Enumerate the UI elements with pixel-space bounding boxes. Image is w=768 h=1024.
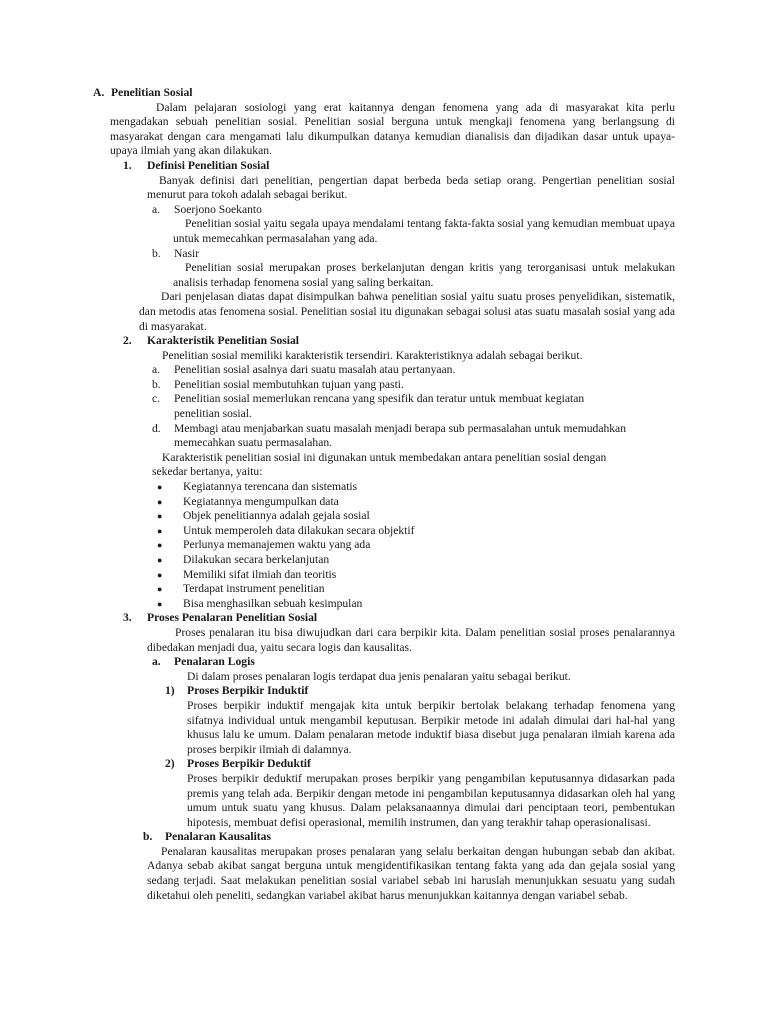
bullet-text: Objek penelitiannya adalah gejala sosial [183, 509, 370, 523]
bullet-item [157, 538, 675, 553]
bullet-item [157, 480, 675, 495]
list-marker: c. [152, 392, 161, 406]
list-item-text: Penelitian sosial memerlukan rencana yang spesifik dan teratur untuk membuat kegiatan penelitian sosial. [174, 392, 585, 421]
bullet-text: Bisa menghasilkan sebuah kesimpulan [183, 596, 363, 610]
section-3-heading [123, 611, 675, 626]
subsection-a-item-heading [165, 684, 675, 699]
intro-paragraph: Dalam pelajaran sosiologi yang erat kaitannya dengan fenomena yang ada di masyarakat kita perlu mengadakan sebuah penelitian sosial. Penelitian sosial berguna untuk mengkaji fenomena yang berlangsung di masyarakat dengan cara mengamati lalu dikumpulkan datanya kemudian dianalisis dan dijadikan dasar untuk upaya-upaya ilmiah yang akan dilakukan. [110, 100, 675, 158]
list-marker: a. [152, 363, 161, 377]
subsection-b-marker: b. [143, 830, 153, 844]
list-marker: b. [152, 246, 161, 260]
list-item [152, 247, 675, 262]
bullet-text: Dilakukan secara berkelanjutan [183, 553, 330, 566]
bullet-text: Terdapat instrument penelitian [183, 582, 325, 596]
list-item-name: Nasir [174, 246, 200, 260]
list-item [152, 392, 675, 421]
list-marker: a. [152, 202, 161, 216]
bullet-item [157, 495, 675, 510]
bullet-text: Kegiatannya mengumpulkan data [183, 494, 339, 508]
subsection-item-text: Proses berpikir deduktif merupakan proses berpikir yang pengambilan keputusannya didasarkan pada premis yang telah ada. Berpikir dengan metode ini pengambilan keputusannya didasarkan oleh hal yang umum untuk suatu yang khusus. Dalam pelaksanaannya dimulai dari penciptaan teori, pembentukan hipotesis, membuat defisi operasional, memilih instrumen, dan yang terakhir tahap operasionalisasi. [187, 771, 675, 829]
bullet-icon: ● [157, 569, 163, 580]
list-marker: b. [152, 377, 161, 391]
section-1-title: Definisi Penelitian Sosial [147, 158, 270, 172]
subsection-a-marker: a. [152, 655, 161, 669]
bullet-text: Untuk memperoleh data dilakukan secara objektif [183, 523, 415, 537]
section-a-heading [93, 86, 675, 101]
section-2-intro: Penelitian sosial memiliki karakteristik tersendiri. Karakteristiknya adalah sebagai berikut. [162, 348, 583, 362]
subsection-b-title: Penalaran Kausalitas [165, 830, 271, 844]
subsection-item-title: Proses Berpikir Deduktif [187, 757, 311, 771]
section-2-title: Karakteristik Penelitian Sosial [147, 334, 300, 348]
section-2-followup: Karakteristik penelitian sosial ini digunakan untuk membedakan antara penelitian sosial dengan sekedar bertanya, yaitu: [152, 450, 607, 479]
bullet-icon: ● [157, 496, 163, 507]
bullet-item [157, 509, 675, 524]
section-1-conclusion: Dari penjelasan diatas dapat disimpulkan bahwa penelitian sosial yaitu suatu proses penyelidikan, sistematik, dan metodis atas fenomena sosial. Penelitian sosial itu digunakan sebagai solusi atas suatu masalah sosial yang ada di masyarakat. [139, 290, 675, 333]
list-marker: d. [152, 421, 161, 435]
subsection-item-title: Proses Berpikir Induktif [187, 684, 309, 698]
subsection-item-marker: 2) [165, 757, 175, 771]
section-1-number: 1. [123, 158, 132, 172]
bullet-item [157, 553, 675, 568]
list-item-text: Penelitian sosial membutuhkan tujuan yang pasti. [174, 377, 404, 391]
bullet-icon: ● [157, 525, 163, 536]
subsection-item-marker: 1) [165, 684, 175, 698]
section-a-marker: A. [93, 86, 105, 99]
bullet-item [157, 582, 675, 597]
section-3-intro: Proses penalaran itu bisa diwujudkan dari cara berpikir kita. Dalam penelitian sosial proses penalarannya dibedakan menjadi dua, yaitu secara logis dan kausalitas. [147, 625, 675, 654]
bullet-item [157, 597, 675, 612]
section-3-number: 3. [123, 611, 132, 625]
subsection-a-intro: Di dalam proses penalaran logis terdapat dua jenis penalaran yaitu sebagai berikut. [187, 669, 571, 683]
list-item-text: Penelitian sosial asalnya dari suatu masalah atau pertanyaan. [174, 363, 456, 377]
bullet-icon: ● [157, 584, 163, 595]
bullet-item [157, 568, 675, 583]
bullet-icon: ● [157, 555, 163, 565]
subsection-a-item-heading [165, 757, 675, 772]
bullet-icon: ● [157, 598, 163, 609]
section-1-intro: Banyak definisi dari penelitian, pengertian dapat berbeda beda setiap orang. Pengertian penelitian sosial menurut para tokoh adalah sebagai berikut. [147, 173, 675, 202]
bullet-icon: ● [157, 482, 163, 493]
subsection-b-heading [143, 830, 675, 845]
bullet-text: Memiliki sifat ilmiah dan teoritis [183, 567, 337, 581]
section-a-title: Penelitian Sosial [111, 86, 193, 99]
list-item-text: Membagi atau menjabarkan suatu masalah menjadi berapa sub permasalahan untuk memudahkan memecahkan suatu permasalahan. [174, 421, 626, 450]
section-1-heading [123, 159, 675, 174]
subsection-b-text: Penalaran kausalitas merupakan proses penalaran yang selalu berkaitan dengan hubungan sebab dan akibat. Adanya sebab akibat sangat berguna untuk mengidentifikasikan tentang fakta yang ada dan gejala sosial yang sedang terjadi. Saat melakukan penelitian sosial variabel sebab ini haruslah menunjukkan sesuatu yang sudah diketahui oleh peneliti, sedangkan variabel akibat harus menunjukkan kaitannya dengan variabel sebab. [147, 844, 675, 902]
subsection-a-heading [152, 655, 675, 670]
bullet-item [157, 524, 675, 539]
bullet-text: Kegiatannya terencana dan sistematis [183, 480, 358, 494]
bullet-icon: ● [157, 511, 163, 522]
list-item [152, 422, 675, 451]
document-content [93, 86, 675, 903]
section-2-heading [123, 334, 675, 349]
list-item-text: Penelitian sosial yaitu segala upaya mendalami tentang fakta-fakta sosial yang kemudian membuat upaya untuk memecahkan permasalahan yang ada. [173, 217, 675, 245]
list-item [152, 378, 675, 393]
section-2-number: 2. [123, 334, 132, 348]
bullet-text: Perlunya memanajemen waktu yang ada [183, 538, 371, 552]
subsection-item-text: Proses berpikir induktif mengajak kita untuk berpikir bertolak belakang terhadap fenomena yang sifatnya individual untuk mengambil keputusan. Berpikir metode ini adalah dimulai dari hal-hal yang khusus lalu ke umum. Dalam penalaran metode induktif biasa disebut juga penalaran ilmiah karena ada proses berpikir ilmiah di dalamnya. [187, 698, 675, 756]
list-item-text: Penelitian sosial merupakan proses berkelanjutan dengan kritis yang terorganisasi untuk melakukan analisis terhadap fenomena sosial yang saling berkaitan. [173, 261, 675, 289]
list-item [152, 203, 675, 218]
list-item-name: Soerjono Soekanto [174, 202, 262, 216]
subsection-a-title: Penalaran Logis [174, 655, 255, 669]
section-3-title: Proses Penalaran Penelitian Sosial [147, 611, 318, 625]
bullet-icon: ● [157, 540, 163, 551]
list-item [152, 363, 675, 378]
